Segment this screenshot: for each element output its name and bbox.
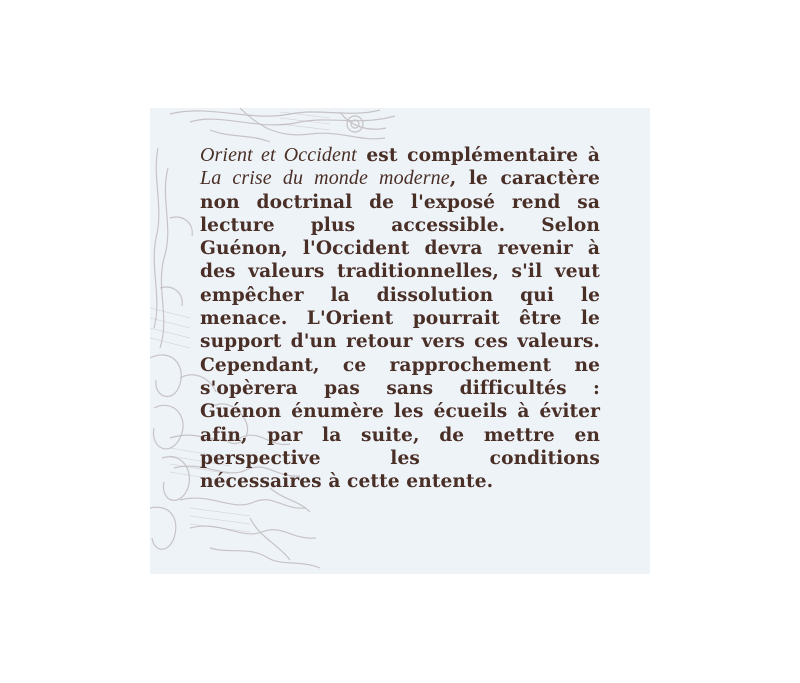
description-text-part-1: est complémentaire à xyxy=(356,145,600,166)
book-title-la-crise-du-monde-moderne: La crise du monde moderne xyxy=(200,167,450,190)
description-text-part-2: , le caractère non doctrinal de l'exposé rend sa lecture plus accessible. Selon Guénon, l'Occident devra revenir à des valeurs traditionnelles, s'il veut empêcher la dissolution qui le menace. L'Orient pourrait être le support d'un retour vers ces valeurs. Cependant, ce rapprochement ne s'opèrera pas sans difficultés : Guénon énumère les écueils à éviter afin, par la suite, de mettre en perspective les conditions nécessaires à cette entente. xyxy=(200,168,600,493)
description-panel xyxy=(150,108,650,574)
book-title-orient-et-occident: Orient et Occident xyxy=(200,144,357,166)
description-text xyxy=(200,144,600,493)
